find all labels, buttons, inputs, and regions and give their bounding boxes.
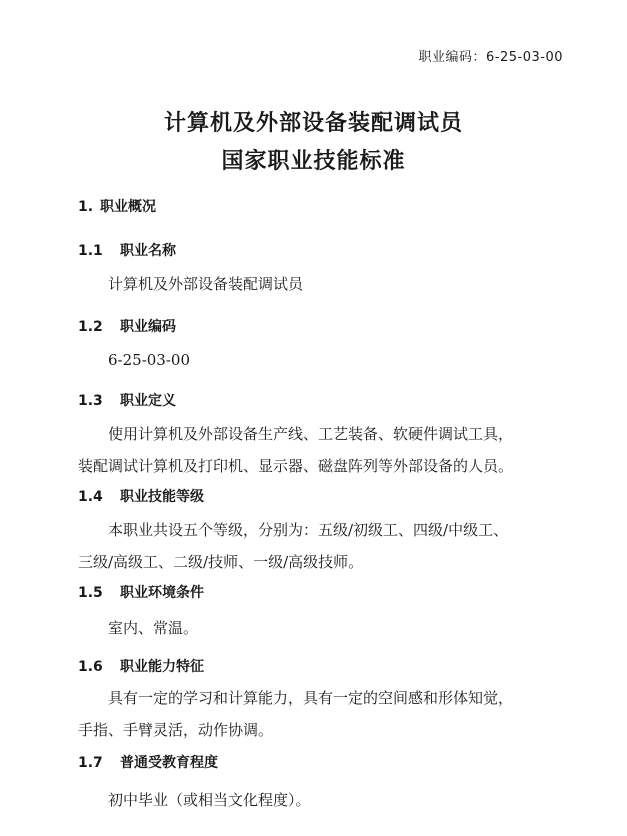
section-number: 1.4 bbox=[78, 489, 103, 505]
occupation-code-header: 职业编码：6-25-03-00 bbox=[418, 50, 563, 65]
section-title: 职业定义 bbox=[120, 393, 176, 409]
body-line: 三级/高级工、二级/技师、一级/高级技师。 bbox=[78, 553, 364, 571]
section-number: 1.1 bbox=[78, 243, 103, 259]
section-heading-1 bbox=[78, 196, 156, 216]
section-heading-1-4 bbox=[78, 486, 204, 506]
section-body-1-2 bbox=[78, 344, 571, 376]
section-heading-1-7 bbox=[78, 752, 218, 772]
section-heading-1-1 bbox=[78, 240, 176, 260]
section-body-1-5 bbox=[78, 612, 571, 644]
body-line: 本职业共设五个等级，分别为：五级/初级工、四级/中级工、 bbox=[108, 521, 509, 539]
section-title: 职业概况 bbox=[100, 199, 156, 215]
section-body-1-3 bbox=[78, 418, 571, 482]
section-title: 职业能力特征 bbox=[120, 659, 204, 675]
body-line: 具有一定的学习和计算能力，具有一定的空间感和形体知觉， bbox=[108, 689, 514, 707]
document-title-line1: 计算机及外部设备装配调试员 bbox=[163, 111, 463, 136]
section-body-1-4 bbox=[78, 514, 571, 578]
section-heading-1-2 bbox=[78, 316, 176, 336]
section-title: 普通受教育程度 bbox=[120, 755, 218, 771]
section-heading-1-6 bbox=[78, 656, 204, 676]
body-line: 初中毕业（或相当文化程度）。 bbox=[108, 791, 311, 809]
section-title: 职业技能等级 bbox=[120, 489, 204, 505]
section-body-1-7 bbox=[78, 784, 571, 816]
section-heading-1-5 bbox=[78, 582, 204, 602]
section-number: 1.7 bbox=[78, 755, 103, 771]
section-title: 职业名称 bbox=[120, 243, 176, 259]
body-line: 使用计算机及外部设备生产线、工艺装备、软硬件调试工具， bbox=[108, 425, 514, 443]
section-number: 1. bbox=[78, 199, 94, 215]
section-body-1-6 bbox=[78, 682, 571, 746]
body-line: 装配调试计算机及打印机、显示器、磁盘阵列等外部设备的人员。 bbox=[78, 457, 514, 475]
section-number: 1.2 bbox=[78, 319, 103, 335]
section-body-1-1 bbox=[78, 268, 571, 300]
section-number: 1.6 bbox=[78, 659, 103, 675]
section-title: 职业环境条件 bbox=[120, 585, 204, 601]
body-line: 6-25-03-00 bbox=[108, 351, 191, 369]
section-title: 职业编码 bbox=[120, 319, 176, 335]
section-number: 1.3 bbox=[78, 393, 103, 409]
section-heading-1-3 bbox=[78, 390, 176, 410]
body-line: 手指、手臂灵活，动作协调。 bbox=[78, 721, 274, 739]
document-title-line2: 国家职业技能标准 bbox=[221, 149, 406, 174]
body-line: 室内、常温。 bbox=[108, 619, 199, 637]
section-number: 1.5 bbox=[78, 585, 103, 601]
body-line: 计算机及外部设备装配调试员 bbox=[108, 275, 304, 293]
